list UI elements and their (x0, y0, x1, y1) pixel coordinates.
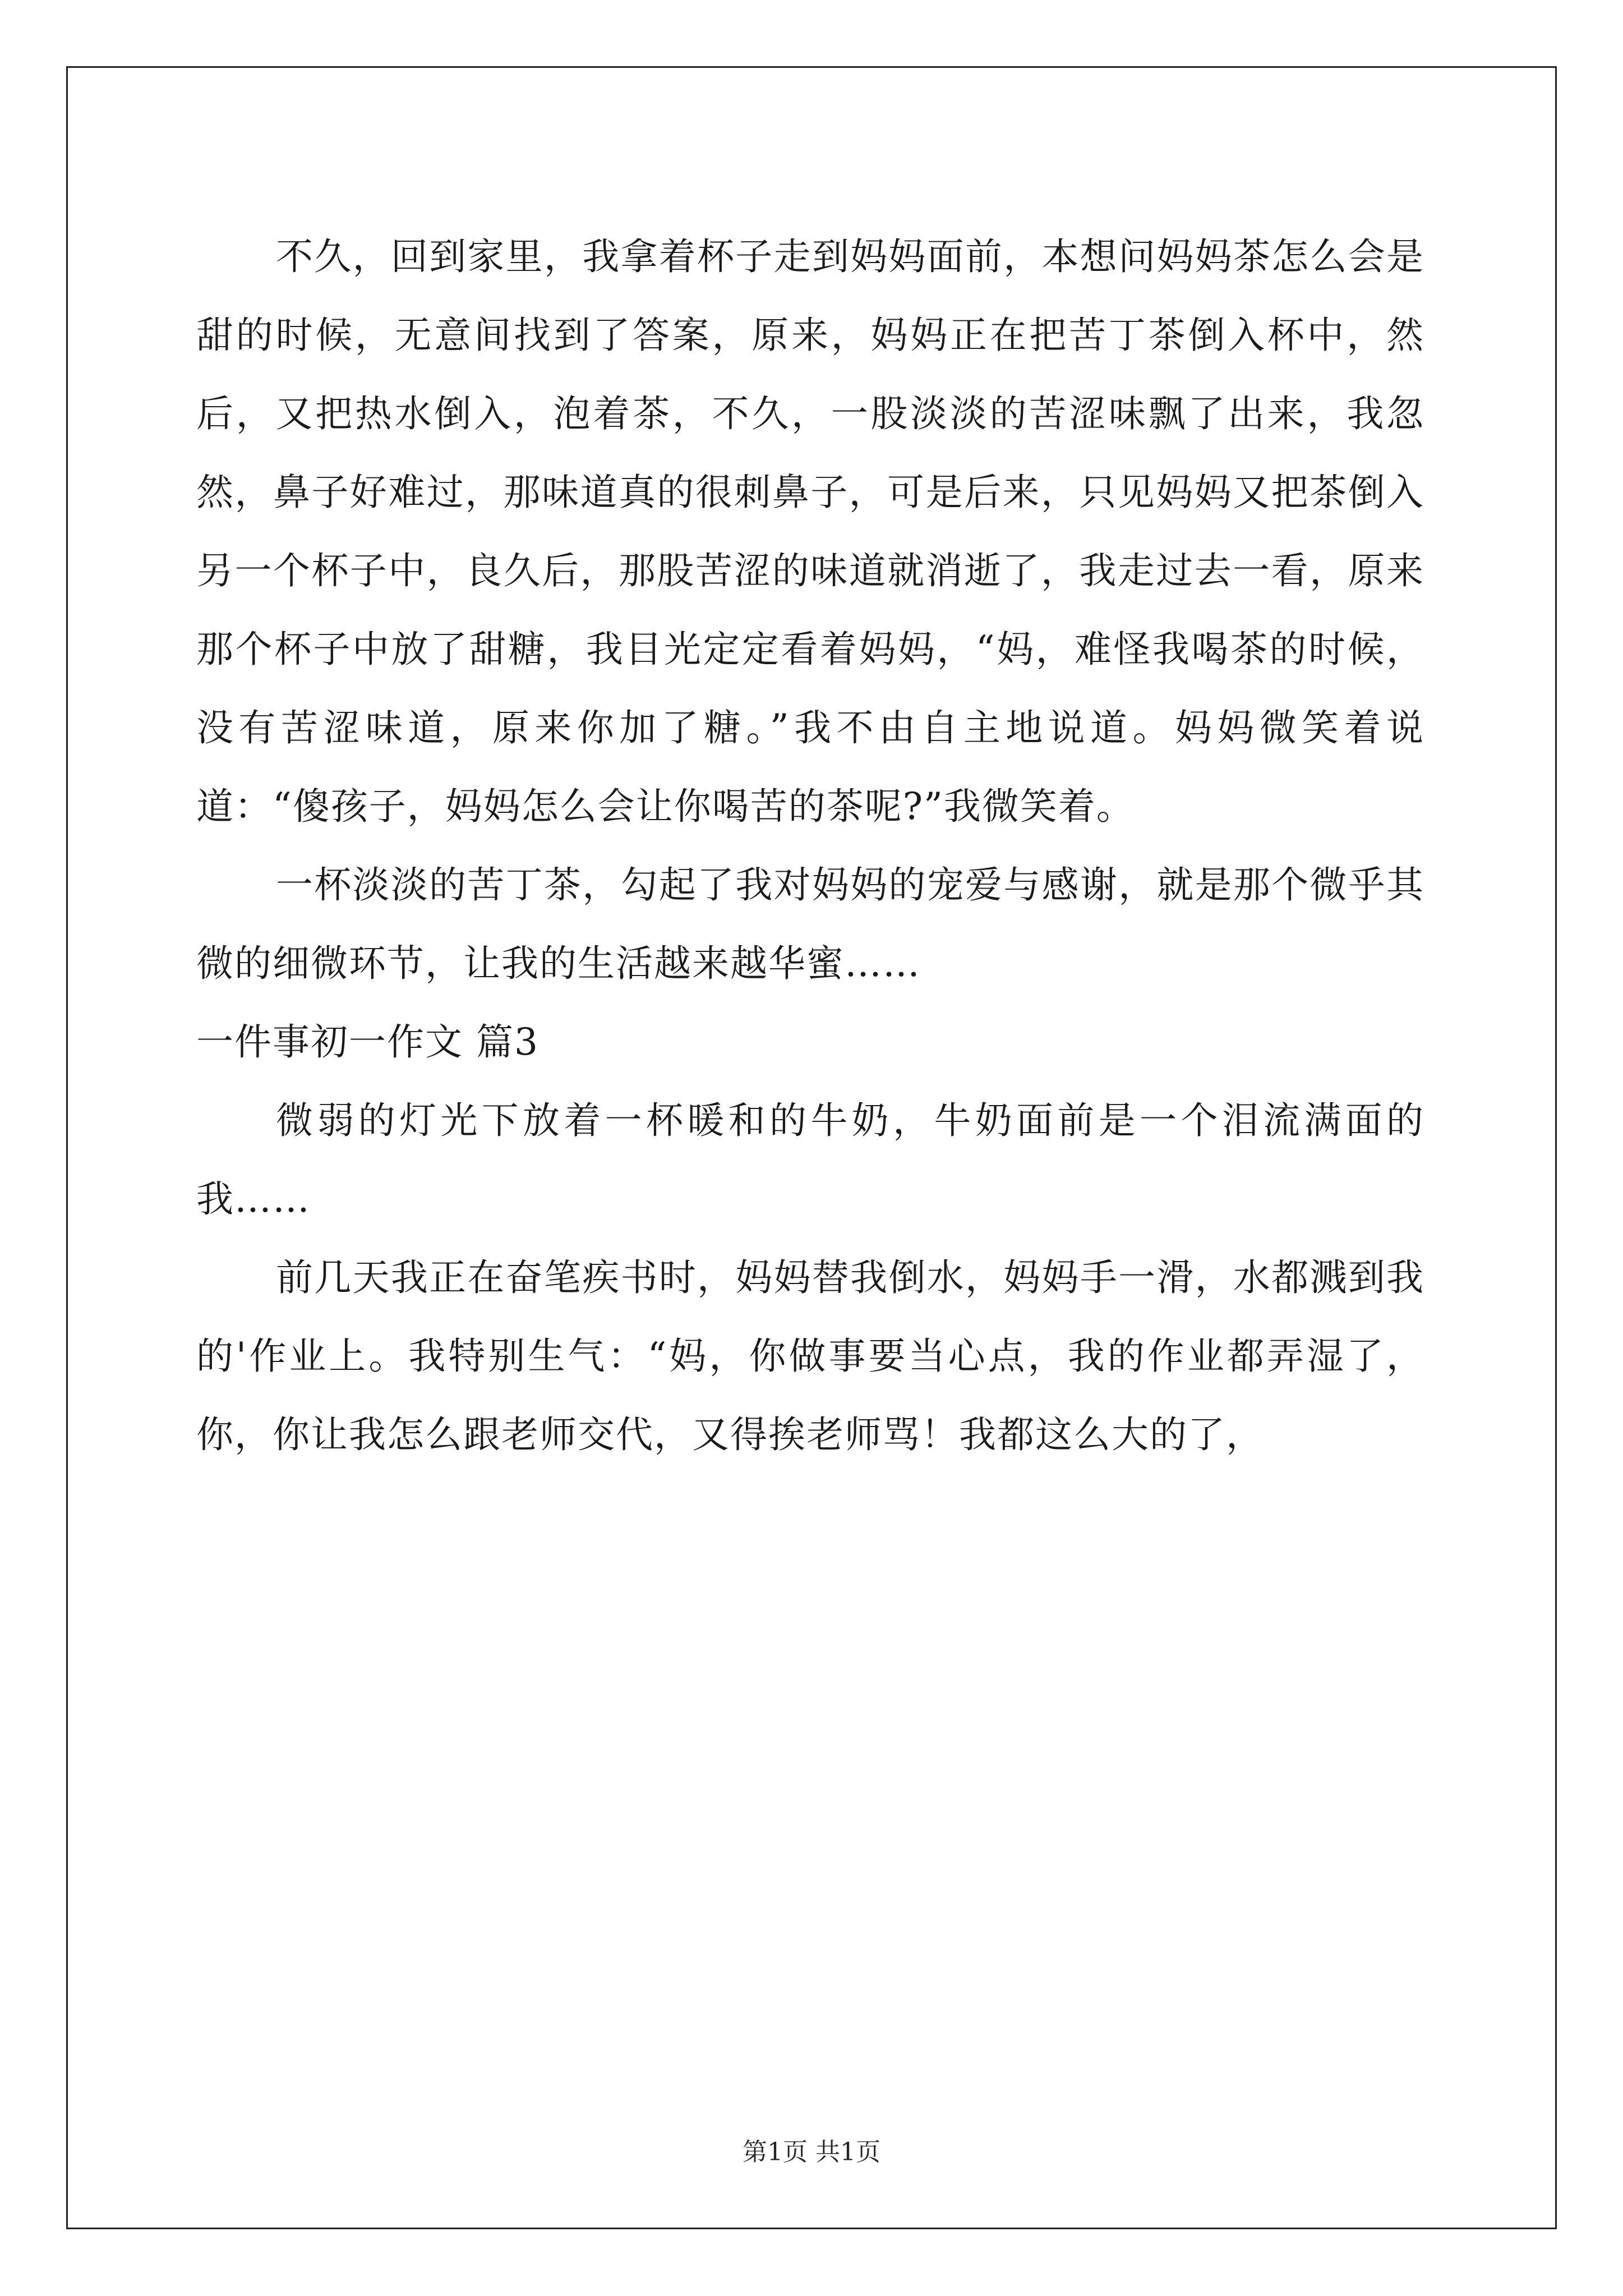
page-footer: 第1页 共1页 (743, 2138, 880, 2166)
paragraph-3: 微弱的灯光下放着一杯暖和的牛奶，牛奶面前是一个泪流满面的我…… (196, 1099, 1424, 1221)
document-body (196, 218, 1424, 1474)
paragraph-2: 一杯淡淡的苦丁茶，勾起了我对妈妈的宠爱与感谢，就是那个微乎其微的细微环节，让我的生活越来越华蜜…… (196, 863, 1424, 985)
paragraph-1: 不久，回到家里，我拿着杯子走到妈妈面前，本想问妈妈茶怎么会是甜的时候，无意间找到了答案，原来，妈妈正在把苦丁茶倒入杯中，然后，又把热水倒入，泡着茶，不久，一股淡淡的苦涩味飘了出来，我忽然，鼻子好难过，那味道真的很刺鼻子，可是后来，只见妈妈又把茶倒入另一个杯子中，良久后，那股苦涩的味道就消逝了，我走过去一看，原来那个杯子中放了甜糖，我目光定定看着妈妈，“妈，难怪我喝茶的时候，没有苦涩味道，原来你加了糖。”我不由自主地说道。妈妈微笑着说道：“傻孩子，妈妈怎么会让你喝苦的茶呢?”我微笑着。 (196, 235, 1424, 828)
section-heading: 一件事初一作文 篇3 (196, 1020, 539, 1064)
paragraph-4: 前几天我正在奋笔疾书时，妈妈替我倒水，妈妈手一滑，水都溅到我的'作业上。我特别生气：“妈，你做事要当心点，我的作业都弄湿了，你，你让我怎么跟老师交代，又得挨老师骂！我都这么大的了， (196, 1256, 1424, 1456)
